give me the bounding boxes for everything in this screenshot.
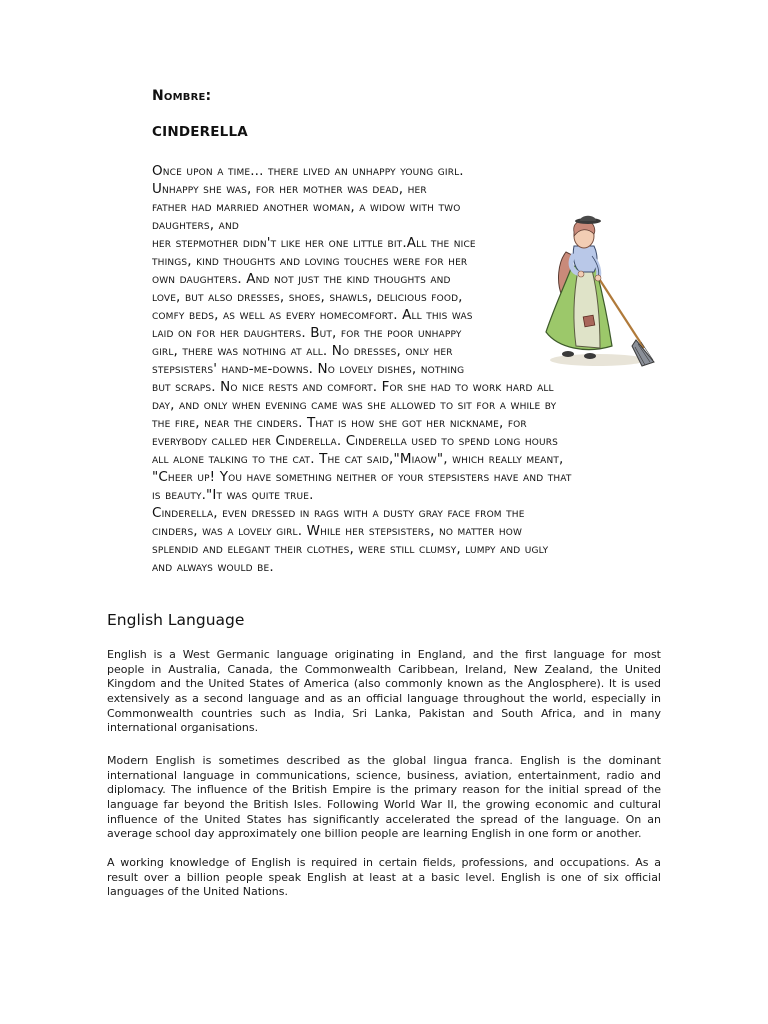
- paragraph-line: language far beyond the British Isles. Following World War II, the growing economic and cultural: [107, 798, 661, 812]
- story-line: laid on for her daughters. But, for the poor unhappy: [152, 325, 462, 341]
- story-line: father had married another woman, a widow with two: [152, 199, 461, 215]
- paragraph-line: Commonwealth countries such as India, Sri Lanka, Pakistan and South Africa, and in many: [107, 706, 661, 720]
- paragraph-line: extensively as a second language and as an official language throughout the world, especially in: [107, 692, 661, 706]
- paragraph-line: English is a West Germanic language originating in England, and the first language for most: [107, 648, 661, 661]
- paragraph-line: diplomacy. The influence of the British Empire is the primary reason for the initial spread of the: [107, 783, 661, 797]
- story-line: daughters, and: [152, 217, 239, 233]
- story-line: comfy beds, as well as every homecomfort. All this was: [152, 307, 473, 323]
- story-line: the fire, near the cinders. That is how she got her nickname, for: [152, 415, 527, 431]
- paragraph-line: result over a billion people speak English at least at a basic level. English is one of six official: [107, 870, 661, 884]
- paragraph: [107, 648, 661, 736]
- story-line: own daughters. And not just the kind thoughts and: [152, 271, 451, 287]
- story-line: and always would be.: [152, 559, 274, 575]
- story-line: cinders, was a lovely girl. While her stepsisters, no matter how: [152, 523, 523, 539]
- story-line: "Cheer up! You have something neither of your stepsisters have and that: [152, 469, 572, 485]
- paragraph-line: average school day approximately one billion people are learning English in one form or another.: [107, 827, 642, 841]
- story-line: splendid and elegant their clothes, were still clumsy, lumpy and ugly: [152, 541, 549, 557]
- story-line: all alone talking to the cat. The cat said,"Miaow", which really meant,: [152, 451, 564, 467]
- paragraph-line: international organisations.: [107, 721, 259, 735]
- story-line: everybody called her Cinderella. Cinderella used to spend long hours: [152, 433, 559, 449]
- paragraph-line: international language in communications, science, business, aviation, entertainment, radio and: [107, 768, 661, 782]
- story-line: but scraps. No nice rests and comfort. For she had to work hard all: [152, 379, 554, 395]
- story-line: things, kind thoughts and loving touches were for her: [152, 253, 468, 269]
- paragraph-line: influence of the United States has significantly accelerated the spread of the language. On an: [107, 812, 661, 826]
- section-title: English Language: [107, 611, 245, 629]
- story-line: love, but also dresses, shoes, shawls, delicious food,: [152, 289, 463, 305]
- paragraph-line: A working knowledge of English is required in certain fields, professions, and occupations. As a: [107, 856, 661, 869]
- story-line: Once upon a time... there lived an unhappy young girl.: [152, 163, 464, 179]
- story-line: girl, there was nothing at all. No dresses, only her: [152, 343, 453, 359]
- paragraph-line: Modern English is sometimes described as the global lingua franca. English is the dominant: [107, 754, 661, 767]
- story-line: her stepmother didn't like her one little bit.All the nice: [152, 235, 476, 251]
- paragraph: [107, 856, 661, 900]
- story-line: Cinderella, even dressed in rags with a dusty gray face from the: [152, 505, 525, 521]
- story-line: stepsisters' hand-me-downs. No lovely dishes, nothing: [152, 361, 465, 377]
- cinderella-sweeping-illustration: [538, 212, 664, 372]
- paragraph-line: Kingdom and the United States of America (also commonly known as the Anglosphere). It is used: [107, 677, 661, 691]
- name-label: Nombre:: [152, 88, 212, 104]
- story-line: day, and only when evening came was she allowed to sit for a while by: [152, 397, 557, 413]
- paragraph-line: people in Australia, Canada, the Commonwealth Caribbean, Ireland, New Zealand, the United: [107, 662, 661, 676]
- story-line: is beauty."It was quite true.: [152, 487, 314, 503]
- paragraph: [107, 754, 661, 842]
- paragraph-line: languages of the United Nations.: [107, 885, 288, 899]
- story-title: CINDERELLA: [152, 124, 248, 140]
- story-line: Unhappy she was, for her mother was dead, her: [152, 181, 427, 197]
